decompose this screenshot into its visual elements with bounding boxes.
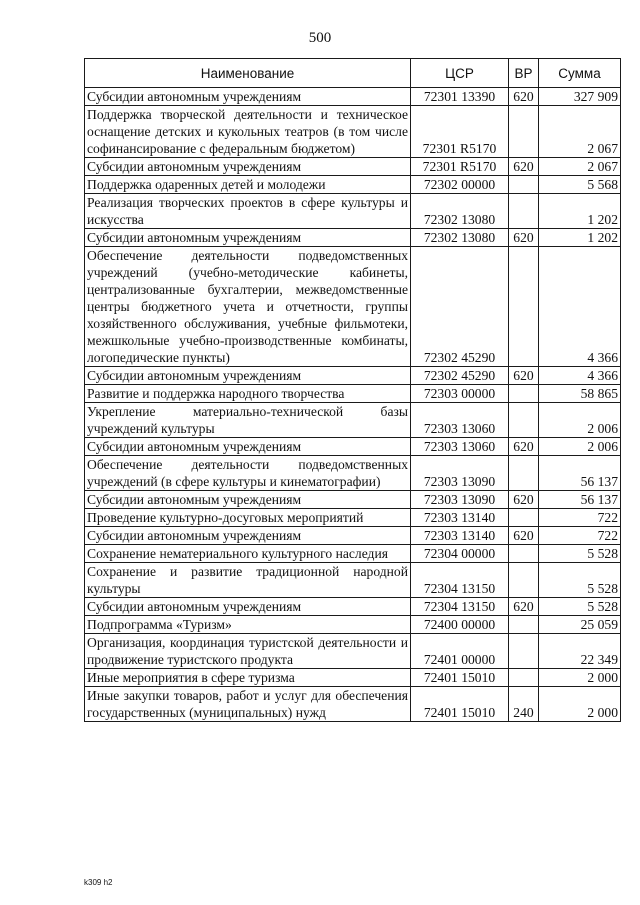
row-sum-cell: 722: [539, 509, 621, 527]
table-row: [85, 194, 621, 229]
row-sum-cell: 25 059: [539, 616, 621, 634]
row-name-cell: Развитие и поддержка народного творчества: [85, 385, 411, 403]
row-name-cell: Подпрограмма «Туризм»: [85, 616, 411, 634]
table-row: [85, 634, 621, 669]
row-csr-cell: 72302 13080: [411, 194, 509, 229]
row-name-cell: Субсидии автономным учреждениям: [85, 367, 411, 385]
page-number: 500: [308, 30, 332, 46]
table-row: [85, 438, 621, 456]
row-csr-cell: 72304 13150: [411, 563, 509, 598]
header-name: Наименование: [85, 59, 411, 88]
header-vr: ВР: [509, 59, 539, 88]
table-row: [85, 563, 621, 598]
row-csr-cell: 72401 00000: [411, 634, 509, 669]
row-csr-cell: 72303 13090: [411, 491, 509, 509]
row-name-cell: Субсидии автономным учреждениям: [85, 438, 411, 456]
row-sum-cell: 5 528: [539, 563, 621, 598]
row-name-cell: Организация, координация туристской деятельности и продвижение туристского продукта: [85, 634, 411, 669]
row-sum-cell: 2 067: [539, 106, 621, 158]
row-csr-cell: 72304 13150: [411, 598, 509, 616]
table-row: [85, 687, 621, 722]
table-header: [85, 59, 621, 88]
row-csr-cell: 72401 15010: [411, 687, 509, 722]
row-csr-cell: 72301 R5170: [411, 106, 509, 158]
table-row: [85, 545, 621, 563]
table-row: [85, 247, 621, 367]
row-name-cell: Субсидии автономным учреждениям: [85, 598, 411, 616]
row-vr-cell: [509, 509, 539, 527]
row-vr-cell: 240: [509, 687, 539, 722]
row-csr-cell: 72302 13080: [411, 229, 509, 247]
row-vr-cell: [509, 634, 539, 669]
row-name-cell: Субсидии автономным учреждениям: [85, 88, 411, 106]
row-csr-cell: 72301 R5170: [411, 158, 509, 176]
row-vr-cell: [509, 616, 539, 634]
row-sum-cell: 4 366: [539, 247, 621, 367]
row-name-cell: Обеспечение деятельности подведомственных учреждений (в сфере культуры и кинематографии): [85, 456, 411, 491]
row-name-cell: Субсидии автономным учреждениям: [85, 158, 411, 176]
table-row: [85, 491, 621, 509]
row-vr-cell: 620: [509, 367, 539, 385]
table-row: [85, 616, 621, 634]
row-csr-cell: 72401 15010: [411, 669, 509, 687]
row-vr-cell: [509, 247, 539, 367]
row-vr-cell: 620: [509, 598, 539, 616]
row-name-cell: Иные мероприятия в сфере туризма: [85, 669, 411, 687]
row-sum-cell: 1 202: [539, 229, 621, 247]
row-name-cell: Проведение культурно-досуговых мероприятий: [85, 509, 411, 527]
header-row: [85, 59, 621, 88]
row-sum-cell: 5 528: [539, 598, 621, 616]
row-name-cell: Субсидии автономным учреждениям: [85, 527, 411, 545]
row-vr-cell: [509, 563, 539, 598]
row-name-cell: Субсидии автономным учреждениям: [85, 229, 411, 247]
row-sum-cell: 2 067: [539, 158, 621, 176]
row-csr-cell: 72303 00000: [411, 385, 509, 403]
row-vr-cell: 620: [509, 527, 539, 545]
row-vr-cell: [509, 403, 539, 438]
row-csr-cell: 72303 13140: [411, 509, 509, 527]
table-row: [85, 403, 621, 438]
table-row: [85, 176, 621, 194]
row-csr-cell: 72302 45290: [411, 367, 509, 385]
row-sum-cell: 22 349: [539, 634, 621, 669]
row-csr-cell: 72303 13090: [411, 456, 509, 491]
table-row: [85, 106, 621, 158]
row-sum-cell: 56 137: [539, 456, 621, 491]
row-vr-cell: [509, 669, 539, 687]
table-row: [85, 367, 621, 385]
table-row: [85, 88, 621, 106]
row-sum-cell: 2 006: [539, 403, 621, 438]
row-vr-cell: [509, 106, 539, 158]
table-row: [85, 509, 621, 527]
row-name-cell: Реализация творческих проектов в сфере культуры и искусства: [85, 194, 411, 229]
row-vr-cell: [509, 545, 539, 563]
row-vr-cell: 620: [509, 88, 539, 106]
row-name-cell: Сохранение и развитие традиционной народной культуры: [85, 563, 411, 598]
table-row: [85, 527, 621, 545]
row-sum-cell: 4 366: [539, 367, 621, 385]
row-sum-cell: 722: [539, 527, 621, 545]
row-name-cell: Субсидии автономным учреждениям: [85, 491, 411, 509]
row-sum-cell: 5 568: [539, 176, 621, 194]
row-name-cell: Поддержка одаренных детей и молодежи: [85, 176, 411, 194]
row-csr-cell: 72303 13060: [411, 403, 509, 438]
row-csr-cell: 72400 00000: [411, 616, 509, 634]
row-name-cell: Иные закупки товаров, работ и услуг для обеспечения государственных (муниципальных) нужд: [85, 687, 411, 722]
budget-table: [84, 58, 621, 722]
row-sum-cell: 58 865: [539, 385, 621, 403]
row-sum-cell: 1 202: [539, 194, 621, 229]
table-row: [85, 385, 621, 403]
row-name-cell: Обеспечение деятельности подведомственных учреждений (учебно-методические кабинеты, централизованные бухгалтерии, межведомственные центры бюджетного учета и отчетности, группы хозяйственного обслуживания, учебные фильмотеки, межшкольные учебно-производственные комбинаты, логопедические пункты): [85, 247, 411, 367]
row-sum-cell: 2 006: [539, 438, 621, 456]
row-sum-cell: 56 137: [539, 491, 621, 509]
row-csr-cell: 72302 45290: [411, 247, 509, 367]
table-row: [85, 158, 621, 176]
row-csr-cell: 72303 13140: [411, 527, 509, 545]
row-vr-cell: 620: [509, 491, 539, 509]
row-vr-cell: [509, 385, 539, 403]
row-name-cell: Укрепление материально-технической базы учреждений культуры: [85, 403, 411, 438]
table-body: [85, 88, 621, 722]
header-sum: Сумма: [539, 59, 621, 88]
row-vr-cell: [509, 456, 539, 491]
row-sum-cell: 327 909: [539, 88, 621, 106]
row-csr-cell: 72302 00000: [411, 176, 509, 194]
row-name-cell: Поддержка творческой деятельности и техническое оснащение детских и кукольных театров (в том числе софинансирование с федеральным бюджетом): [85, 106, 411, 158]
row-vr-cell: 620: [509, 229, 539, 247]
row-vr-cell: [509, 176, 539, 194]
row-csr-cell: 72304 00000: [411, 545, 509, 563]
row-name-cell: Сохранение нематериального культурного наследия: [85, 545, 411, 563]
row-sum-cell: 2 000: [539, 669, 621, 687]
table-row: [85, 598, 621, 616]
footer-code: k309 h2: [84, 878, 113, 887]
table-row: [85, 456, 621, 491]
header-csr: ЦСР: [411, 59, 509, 88]
row-sum-cell: 5 528: [539, 545, 621, 563]
row-vr-cell: 620: [509, 438, 539, 456]
table-row: [85, 669, 621, 687]
row-vr-cell: 620: [509, 158, 539, 176]
row-vr-cell: [509, 194, 539, 229]
table-row: [85, 229, 621, 247]
row-csr-cell: 72303 13060: [411, 438, 509, 456]
row-sum-cell: 2 000: [539, 687, 621, 722]
row-csr-cell: 72301 13390: [411, 88, 509, 106]
